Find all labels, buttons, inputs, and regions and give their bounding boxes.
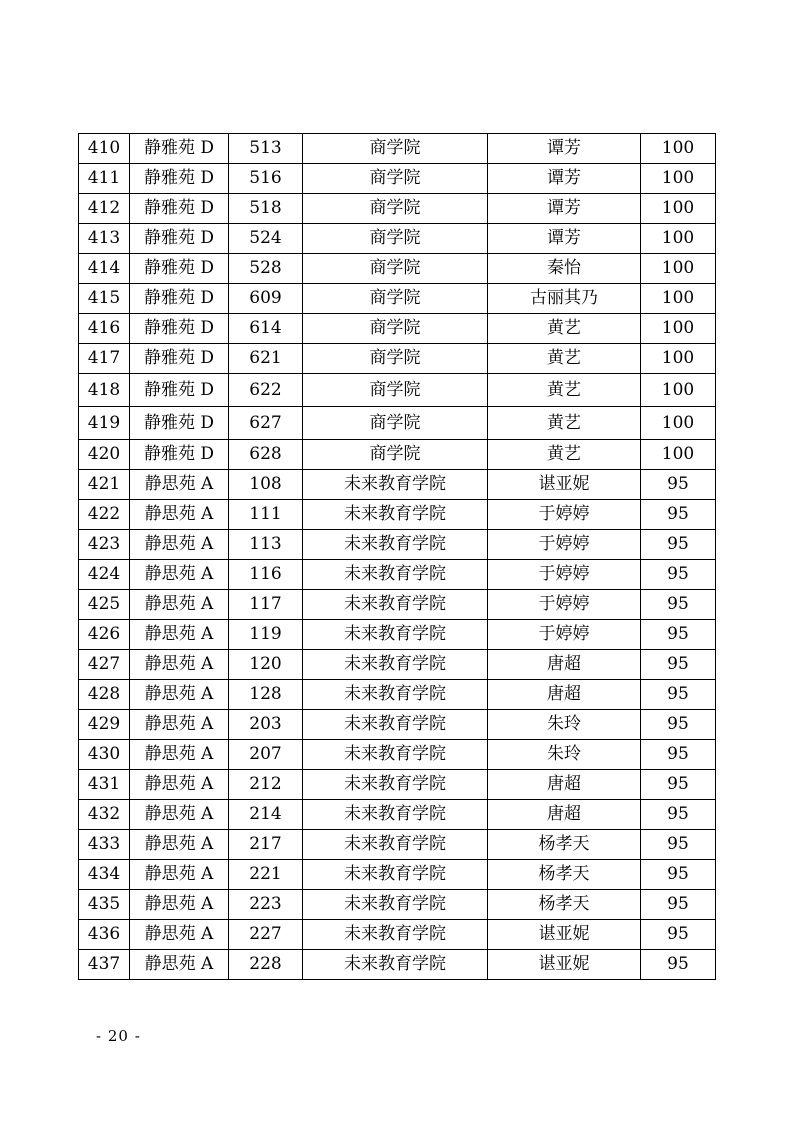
cell-index: 417 [79, 344, 130, 374]
cell-room: 214 [229, 800, 303, 830]
cell-name: 谭芳 [488, 134, 641, 164]
table-row [79, 194, 716, 224]
cell-room: 228 [229, 950, 303, 980]
cell-room: 614 [229, 314, 303, 344]
table-row [79, 890, 716, 920]
cell-college: 未来教育学院 [303, 770, 488, 800]
cell-score: 95 [641, 890, 716, 920]
table-row [79, 134, 716, 164]
table-row [79, 374, 716, 407]
cell-index: 431 [79, 770, 130, 800]
cell-building: 静思苑 A [130, 560, 229, 590]
table-row [79, 164, 716, 194]
cell-index: 413 [79, 224, 130, 254]
cell-score: 95 [641, 680, 716, 710]
cell-index: 424 [79, 560, 130, 590]
cell-score: 95 [641, 740, 716, 770]
table-row [79, 407, 716, 440]
cell-index: 432 [79, 800, 130, 830]
cell-building: 静思苑 A [130, 710, 229, 740]
cell-building: 静雅苑 D [130, 224, 229, 254]
cell-index: 435 [79, 890, 130, 920]
cell-score: 100 [641, 284, 716, 314]
cell-building: 静思苑 A [130, 770, 229, 800]
cell-name: 谭芳 [488, 194, 641, 224]
cell-index: 416 [79, 314, 130, 344]
cell-college: 商学院 [303, 440, 488, 470]
cell-name: 黄艺 [488, 344, 641, 374]
cell-room: 221 [229, 860, 303, 890]
cell-score: 100 [641, 440, 716, 470]
table-row [79, 314, 716, 344]
cell-index: 414 [79, 254, 130, 284]
cell-room: 207 [229, 740, 303, 770]
cell-building: 静雅苑 D [130, 440, 229, 470]
cell-college: 商学院 [303, 407, 488, 440]
cell-name: 谌亚妮 [488, 950, 641, 980]
cell-college: 商学院 [303, 344, 488, 374]
cell-score: 95 [641, 590, 716, 620]
table-row [79, 224, 716, 254]
cell-index: 436 [79, 920, 130, 950]
cell-name: 于婷婷 [488, 620, 641, 650]
cell-room: 524 [229, 224, 303, 254]
cell-index: 418 [79, 374, 130, 407]
cell-room: 621 [229, 344, 303, 374]
cell-name: 唐超 [488, 650, 641, 680]
cell-score: 100 [641, 224, 716, 254]
cell-room: 513 [229, 134, 303, 164]
cell-index: 434 [79, 860, 130, 890]
cell-college: 商学院 [303, 134, 488, 164]
cell-college: 未来教育学院 [303, 560, 488, 590]
cell-building: 静思苑 A [130, 920, 229, 950]
cell-building: 静思苑 A [130, 650, 229, 680]
cell-name: 唐超 [488, 800, 641, 830]
table-row [79, 710, 716, 740]
cell-room: 227 [229, 920, 303, 950]
cell-score: 100 [641, 407, 716, 440]
table-row [79, 860, 716, 890]
cell-college: 未来教育学院 [303, 740, 488, 770]
cell-score: 95 [641, 530, 716, 560]
table-row [79, 500, 716, 530]
cell-score: 100 [641, 164, 716, 194]
table-row [79, 530, 716, 560]
cell-college: 未来教育学院 [303, 530, 488, 560]
cell-index: 427 [79, 650, 130, 680]
cell-index: 421 [79, 470, 130, 500]
table-row [79, 470, 716, 500]
cell-building: 静雅苑 D [130, 254, 229, 284]
cell-building: 静雅苑 D [130, 194, 229, 224]
cell-building: 静雅苑 D [130, 344, 229, 374]
cell-name: 杨孝天 [488, 890, 641, 920]
cell-college: 未来教育学院 [303, 860, 488, 890]
cell-college: 未来教育学院 [303, 950, 488, 980]
cell-index: 411 [79, 164, 130, 194]
cell-college: 未来教育学院 [303, 890, 488, 920]
dormitory-score-table [78, 133, 716, 980]
cell-name: 杨孝天 [488, 830, 641, 860]
cell-building: 静雅苑 D [130, 374, 229, 407]
cell-index: 415 [79, 284, 130, 314]
cell-college: 未来教育学院 [303, 830, 488, 860]
table-row [79, 950, 716, 980]
table-row [79, 920, 716, 950]
cell-room: 609 [229, 284, 303, 314]
cell-name: 黄艺 [488, 314, 641, 344]
cell-name: 黄艺 [488, 440, 641, 470]
cell-college: 未来教育学院 [303, 620, 488, 650]
cell-name: 黄艺 [488, 374, 641, 407]
cell-index: 429 [79, 710, 130, 740]
cell-building: 静雅苑 D [130, 314, 229, 344]
cell-room: 627 [229, 407, 303, 440]
cell-index: 410 [79, 134, 130, 164]
cell-college: 商学院 [303, 314, 488, 344]
cell-college: 未来教育学院 [303, 920, 488, 950]
cell-building: 静思苑 A [130, 590, 229, 620]
cell-name: 谭芳 [488, 224, 641, 254]
cell-college: 未来教育学院 [303, 800, 488, 830]
page-number: - 20 - [96, 1027, 141, 1045]
table-row [79, 560, 716, 590]
table-row [79, 344, 716, 374]
cell-college: 商学院 [303, 254, 488, 284]
table-row [79, 800, 716, 830]
cell-room: 528 [229, 254, 303, 284]
cell-score: 95 [641, 950, 716, 980]
cell-college: 商学院 [303, 374, 488, 407]
cell-room: 108 [229, 470, 303, 500]
cell-college: 商学院 [303, 164, 488, 194]
cell-building: 静雅苑 D [130, 284, 229, 314]
cell-score: 95 [641, 560, 716, 590]
cell-building: 静思苑 A [130, 620, 229, 650]
cell-score: 95 [641, 800, 716, 830]
cell-index: 423 [79, 530, 130, 560]
cell-building: 静思苑 A [130, 860, 229, 890]
cell-name: 杨孝天 [488, 860, 641, 890]
cell-college: 未来教育学院 [303, 500, 488, 530]
cell-building: 静思苑 A [130, 830, 229, 860]
cell-index: 422 [79, 500, 130, 530]
cell-building: 静思苑 A [130, 950, 229, 980]
cell-score: 100 [641, 344, 716, 374]
cell-index: 420 [79, 440, 130, 470]
cell-score: 95 [641, 650, 716, 680]
cell-index: 426 [79, 620, 130, 650]
cell-college: 商学院 [303, 194, 488, 224]
cell-score: 95 [641, 770, 716, 800]
cell-college: 未来教育学院 [303, 710, 488, 740]
cell-score: 95 [641, 920, 716, 950]
cell-name: 谭芳 [488, 164, 641, 194]
table-row [79, 254, 716, 284]
table-row [79, 440, 716, 470]
cell-building: 静思苑 A [130, 530, 229, 560]
cell-room: 223 [229, 890, 303, 920]
cell-score: 95 [641, 500, 716, 530]
cell-college: 未来教育学院 [303, 590, 488, 620]
cell-room: 117 [229, 590, 303, 620]
table-row [79, 680, 716, 710]
cell-index: 412 [79, 194, 130, 224]
cell-college: 未来教育学院 [303, 680, 488, 710]
cell-building: 静思苑 A [130, 500, 229, 530]
cell-building: 静雅苑 D [130, 407, 229, 440]
cell-score: 100 [641, 374, 716, 407]
cell-index: 419 [79, 407, 130, 440]
cell-index: 430 [79, 740, 130, 770]
cell-room: 628 [229, 440, 303, 470]
cell-room: 120 [229, 650, 303, 680]
cell-building: 静思苑 A [130, 890, 229, 920]
cell-building: 静雅苑 D [130, 134, 229, 164]
cell-score: 95 [641, 620, 716, 650]
cell-name: 唐超 [488, 680, 641, 710]
cell-score: 95 [641, 860, 716, 890]
cell-room: 516 [229, 164, 303, 194]
cell-name: 朱玲 [488, 740, 641, 770]
cell-room: 116 [229, 560, 303, 590]
table-row [79, 830, 716, 860]
cell-index: 433 [79, 830, 130, 860]
cell-room: 518 [229, 194, 303, 224]
cell-name: 谌亚妮 [488, 920, 641, 950]
cell-room: 113 [229, 530, 303, 560]
table-row [79, 590, 716, 620]
table-row [79, 770, 716, 800]
cell-room: 217 [229, 830, 303, 860]
cell-college: 未来教育学院 [303, 470, 488, 500]
cell-score: 100 [641, 254, 716, 284]
cell-name: 于婷婷 [488, 530, 641, 560]
cell-name: 谌亚妮 [488, 470, 641, 500]
cell-room: 128 [229, 680, 303, 710]
cell-name: 于婷婷 [488, 560, 641, 590]
cell-building: 静思苑 A [130, 800, 229, 830]
cell-index: 437 [79, 950, 130, 980]
cell-room: 119 [229, 620, 303, 650]
cell-room: 203 [229, 710, 303, 740]
table-row [79, 650, 716, 680]
cell-building: 静雅苑 D [130, 164, 229, 194]
cell-score: 95 [641, 470, 716, 500]
table-row [79, 740, 716, 770]
cell-building: 静思苑 A [130, 740, 229, 770]
cell-name: 唐超 [488, 770, 641, 800]
cell-name: 黄艺 [488, 407, 641, 440]
cell-score: 95 [641, 710, 716, 740]
cell-index: 428 [79, 680, 130, 710]
cell-name: 古丽其乃 [488, 284, 641, 314]
cell-college: 商学院 [303, 224, 488, 254]
cell-room: 212 [229, 770, 303, 800]
cell-score: 95 [641, 830, 716, 860]
cell-index: 425 [79, 590, 130, 620]
cell-score: 100 [641, 134, 716, 164]
cell-score: 100 [641, 194, 716, 224]
table-row [79, 620, 716, 650]
cell-building: 静思苑 A [130, 470, 229, 500]
cell-room: 622 [229, 374, 303, 407]
table-body [79, 134, 716, 980]
cell-name: 于婷婷 [488, 500, 641, 530]
cell-building: 静思苑 A [130, 680, 229, 710]
cell-name: 秦怡 [488, 254, 641, 284]
cell-name: 于婷婷 [488, 590, 641, 620]
cell-room: 111 [229, 500, 303, 530]
cell-name: 朱玲 [488, 710, 641, 740]
cell-college: 未来教育学院 [303, 650, 488, 680]
table-row [79, 284, 716, 314]
cell-score: 100 [641, 314, 716, 344]
cell-college: 商学院 [303, 284, 488, 314]
